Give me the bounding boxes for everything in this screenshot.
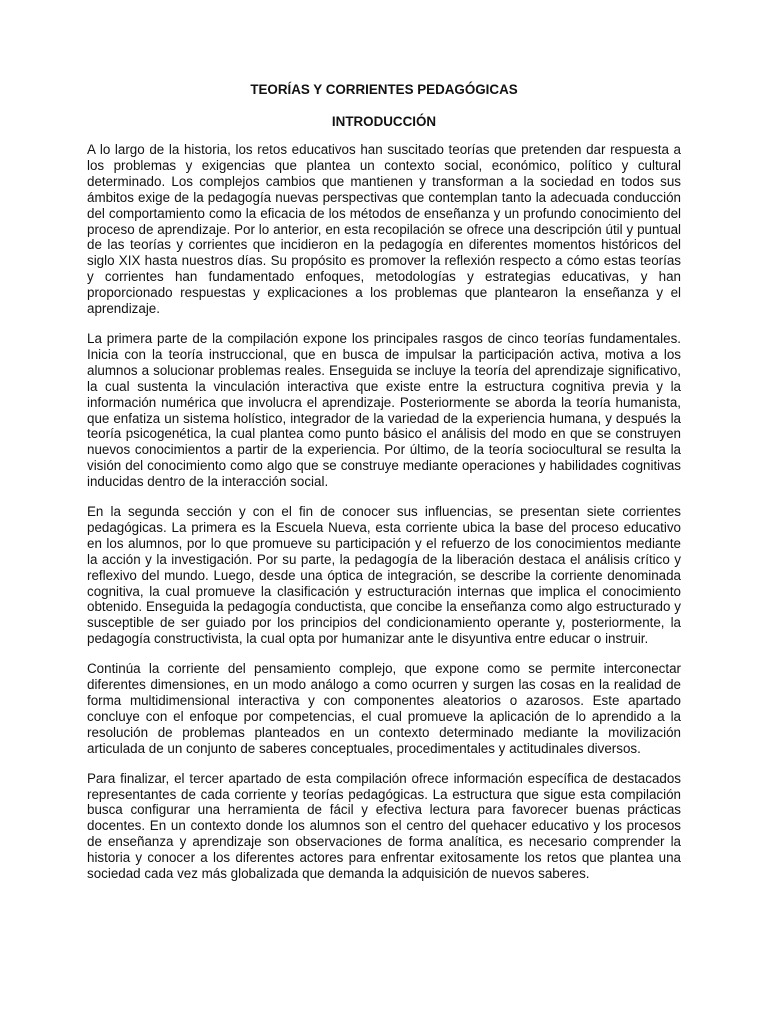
document-title: TEORÍAS Y CORRIENTES PEDAGÓGICAS <box>250 82 518 97</box>
paragraph-intro: A lo largo de la historia, los retos educativos han suscitado teorías que pretenden dar respuesta a los problemas y exigencias que plantea un contexto social, económico, político y cultural determinado. Los complejos cambios que mantienen y transforman a la sociedad en todos sus ámbitos exige de la pedagogía nuevas perspectivas que contemplan tanto la adecuada conducción del comportamiento como la eficacia de los métodos de enseñanza y un profundo conocimiento del proceso de aprendizaje. Por lo anterior, en esta recopilación se ofrece una descripción útil y puntual de las teorías y corrientes que incidieron en la pedagogía en diferentes momentos históricos del siglo XIX hasta nuestros días. Su propósito es promover la reflexión respecto a cómo estas teorías y corrientes han fundamentado enfoques, metodologías y estrategias educativas, y han proporcionado respuestas y explicaciones a los problemas que plantearon la enseñanza y el aprendizaje. <box>87 142 681 317</box>
paragraph-conclusion: Para finalizar, el tercer apartado de esta compilación ofrece información específica de destacados representantes de cada corriente y teorías pedagógicas. La estructura que sigue esta compilación busca configurar una herramienta de fácil y efectiva lectura para favorecer buenas prácticas docentes. En un contexto donde los alumnos son el centro del quehacer educativo y los procesos de enseñanza y aprendizaje son observaciones de forma analítica, es necesario comprender la historia y conocer a los diferentes actores para enfrentar exitosamente los retos que plantea una sociedad cada vez más globalizada que demanda la adquisición de nuevos saberes. <box>87 770 681 882</box>
paragraph-second-section: En la segunda sección y con el fin de conocer sus influencias, se presentan siete corrientes pedagógicas. La primera es la Escuela Nueva, esta corriente ubica la base del proceso educativo en los alumnos, por lo que promueve su participación y el refuerzo de los conocimientos mediante la acción y la investigación. Por su parte, la pedagogía de la liberación destaca el análisis crítico y reflexivo del mundo. Luego, desde una óptica de integración, se describe la corriente denominada cognitiva, la cual promueve la clasificación y estructuración internas que implica el conocimiento obtenido. Enseguida la pedagogía conductista, que concibe la enseñanza como algo estructurado y susceptible de ser guiado por los principios del condicionamiento operante y, posteriormente, la pedagogía constructivista, la cual opta por humanizar ante le disyuntiva entre educar o instruir. <box>87 504 681 647</box>
paragraph-continuation: Continúa la corriente del pensamiento complejo, que expone como se permite interconectar diferentes dimensiones, en un modo análogo a como ocurren y surgen las cosas en la realidad de forma multidimensional interactiva y con componentes aleatorios o azarosos. Este apartado concluye con el enfoque por competencias, el cual promueve la aplicación de lo aprendido a la resolución de problemas planteados en un contexto determinado mediante la movilización articulada de un conjunto de saberes conceptuales, procedimentales y actitudinales diversos. <box>87 661 681 756</box>
document-body <box>87 81 681 896</box>
paragraph-first-part: La primera parte de la compilación expone los principales rasgos de cinco teorías fundamentales. Inicia con la teoría instruccional, que en busca de impulsar la participación activa, motiva a los alumnos a solucionar problemas reales. Enseguida se incluye la teoría del aprendizaje significativo, la cual sustenta la vinculación interactiva que existe entre la estructura cognitiva previa y la información numérica que involucra el aprendizaje. Posteriormente se aborda la teoría humanista, que enfatiza un sistema holístico, integrador de la variedad de la experiencia humana, y después la teoría psicogenética, la cual plantea como punto básico el análisis del modo en que se construyen nuevos conocimientos a partir de la experiencia. Por último, de la teoría sociocultural se resulta la visión del conocimiento como algo que se construye mediante operaciones y habilidades cognitivas inducidas dentro de la interacción social. <box>87 330 681 490</box>
section-heading: INTRODUCCIÓN <box>331 114 437 129</box>
